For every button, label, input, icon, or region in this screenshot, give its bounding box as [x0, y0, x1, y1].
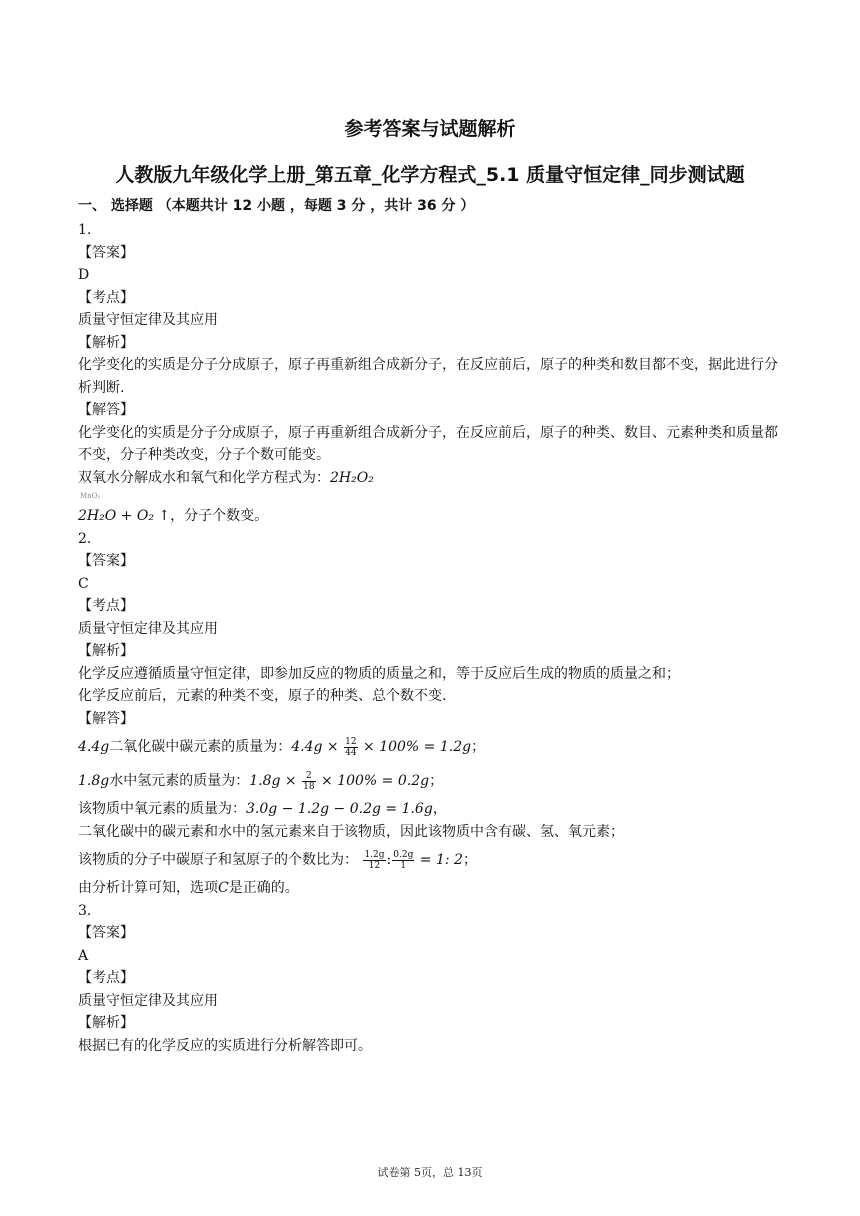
- q2-conclusion-a: 由分析计算可知，选项: [78, 880, 218, 896]
- q3-number: 3.: [78, 902, 92, 919]
- q2-point: 质量守恒定律及其应用: [78, 620, 218, 637]
- q2-hydrogen-lead: 1.8g: [78, 773, 110, 789]
- q1-equation-products-line: [78, 505, 783, 528]
- q2-ratio-numerator-2: 0.2g: [393, 849, 414, 860]
- q2-ratio-denominator-2: 1: [400, 860, 407, 871]
- answer-content: [78, 219, 783, 1057]
- q1-equation-products: 2H₂O + O₂ ↑: [78, 508, 171, 524]
- q2-number: 2.: [78, 530, 92, 547]
- q2-elements: 二氧化碳中的碳元素和水中的氢元素来自于该物质，因此该物质中含有碳、氢、氧元素；: [78, 823, 624, 840]
- q2-hydrogen-numerator: 2: [302, 771, 315, 782]
- q1-equation-condition: [78, 489, 783, 505]
- q1-number: 1.: [78, 222, 92, 238]
- q2-ratio-text: 该物质的分子中碳原子和氢原子的个数比为：: [78, 852, 358, 868]
- q2-ratio-numerator-1: 1.2g: [364, 849, 385, 860]
- q1-equation-prefix: 双氧水分解成水和氧气和化学方程式为：: [78, 469, 330, 486]
- q2-hydrogen-expr-b: × 100% = 0.2g: [321, 773, 430, 789]
- q1-analysis-label: 【解析】: [78, 334, 134, 351]
- q2-carbon-tail: ；: [471, 739, 486, 755]
- q1-answer-label: 【答案】: [78, 244, 134, 261]
- q3-answer: A: [78, 947, 89, 964]
- q2-analysis-2: 化学反应前后，元素的种类不变，原子的种类、总个数不变.: [78, 688, 447, 704]
- q3-analysis-label: 【解析】: [78, 1015, 134, 1031]
- q3-point: 质量守恒定律及其应用: [78, 992, 218, 1009]
- q2-conclusion-option: C: [218, 880, 229, 896]
- q2-conclusion: [78, 877, 783, 900]
- q2-point-label: 【考点】: [78, 598, 134, 614]
- q2-ratio-colon: :: [386, 852, 392, 868]
- q1-solution-label: 【解答】: [78, 402, 134, 418]
- page-title: 参考答案与试题解析: [344, 118, 516, 140]
- q1-equation-line: [78, 467, 783, 490]
- q2-oxygen-text: 该物质中氧元素的质量为：: [78, 801, 246, 817]
- q2-carbon-lead: 4.4g: [78, 739, 110, 755]
- q2-ratio-fraction-2: [392, 850, 414, 871]
- q2-carbon-numerator: 12: [345, 736, 357, 747]
- q2-carbon-mass-line: [78, 730, 783, 764]
- q2-carbon-denominator: 44: [345, 747, 357, 758]
- q2-analysis-1: 化学反应遵循质量守恒定律，即参加反应的物质的质量之和，等于反应后生成的物质的质量之和；: [78, 665, 680, 682]
- q2-hydrogen-expr-a: 1.8g ×: [249, 773, 297, 789]
- q1-point: 质量守恒定律及其应用: [78, 312, 218, 328]
- q1-answer: D: [78, 267, 90, 283]
- q3-point-label: 【考点】: [78, 970, 134, 986]
- page-footer: 试卷第 5页，总 13页: [377, 1166, 483, 1179]
- q2-ratio-fraction-1: [363, 850, 385, 871]
- q2-hydrogen-tail: ；: [429, 773, 444, 789]
- q2-oxygen-tail: ，: [432, 801, 447, 817]
- q2-answer-label: 【答案】: [78, 553, 134, 569]
- q2-ratio-result: = 1: 2: [419, 852, 463, 868]
- q2-carbon-fraction: [344, 737, 357, 758]
- q2-conclusion-b: 是正确的。: [228, 880, 299, 896]
- q1-point-label: 【考点】: [78, 289, 134, 306]
- q3-analysis: 根据已有的化学反应的实质进行分析解答即可。: [78, 1037, 372, 1054]
- q2-oxygen-mass-line: [78, 798, 783, 821]
- q1-solution: 化学变化的实质是分子分成原子，原子再重新组合成新分子，在反应前后，原子的种类、数目、元素种类和质量都不变，分子种类改变，分子个数可能变。: [78, 424, 778, 463]
- q1-equation-suffix: ，分子个数变。: [170, 508, 269, 524]
- q2-ratio-tail: ；: [462, 852, 477, 868]
- q2-hydrogen-text: 水中氢元素的质量为：: [109, 773, 250, 789]
- q2-carbon-expr-b: × 100% = 1.2g: [363, 739, 472, 755]
- q2-hydrogen-fraction: [302, 771, 315, 792]
- q2-hydrogen-mass-line: [78, 764, 783, 798]
- q2-oxygen-expr: 3.0g − 1.2g − 0.2g = 1.6g: [246, 801, 433, 817]
- q2-carbon-text: 二氧化碳中碳元素的质量为：: [109, 739, 292, 755]
- q1-condition-text: MnO₂: [80, 492, 101, 500]
- q2-answer: C: [78, 575, 89, 592]
- q2-ratio-line: [78, 843, 783, 877]
- q1-equation-reactant: 2H₂O₂: [330, 469, 374, 486]
- q2-hydrogen-denominator: 18: [303, 781, 315, 792]
- q2-ratio-denominator-1: 12: [368, 860, 381, 871]
- section-heading: 一、 选择题 （本题共计 12 小题 ，每题 3 分 ，共计 36 分 ）: [78, 198, 475, 214]
- q1-analysis: 化学变化的实质是分子分成原子，原子再重新组合成新分子，在反应前后，原子的种类和数目都不变，据此进行分析判断.: [78, 357, 778, 396]
- q2-solution-label: 【解答】: [78, 710, 134, 727]
- q2-carbon-expr-a: 4.4g ×: [291, 739, 339, 755]
- q2-analysis-label: 【解析】: [78, 643, 134, 659]
- document-subtitle: 人教版九年级化学上册_第五章_化学方程式_5.1 质量守恒定律_同步测试题: [115, 164, 745, 186]
- q3-answer-label: 【答案】: [78, 925, 134, 941]
